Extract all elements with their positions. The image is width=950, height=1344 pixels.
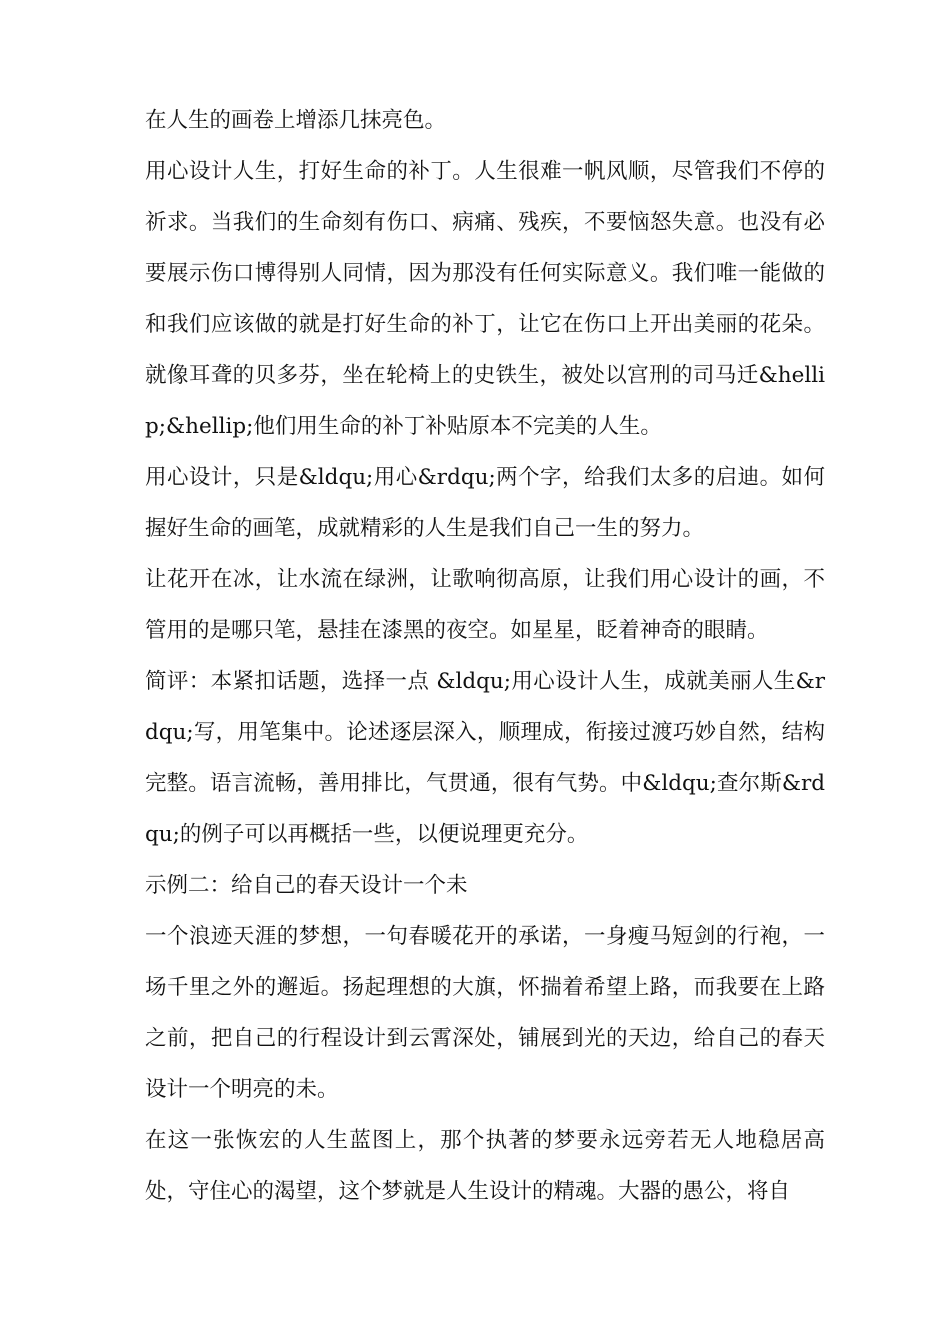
document-body (145, 95, 825, 1217)
example-heading: 示例二：给自己的春天设计一个未 (145, 873, 468, 898)
review-paragraph: 简评：本紧扣话题，选择一点 &ldqu;用心设计人生，成就美丽人生&rdqu;写，用笔集中。论述逐层深入，顺理成，衔接过渡巧妙自然，结构完整。语言流畅，善用排比，气贯通，很有气势。中&ldqu;查尔斯&rdqu;的例子可以再概括一些，以便说理更充分。 (145, 669, 825, 847)
paragraph-4: 让花开在冰，让水流在绿洲，让歌响彻高原，让我们用心设计的画，不管用的是哪只笔，悬挂在漆黑的夜空。如星星，眨着神奇的眼睛。 (145, 567, 825, 643)
paragraph-3: 用心设计，只是&ldqu;用心&rdqu;两个字，给我们太多的启迪。如何握好生命的画笔，成就精彩的人生是我们自己一生的努力。 (145, 465, 825, 541)
paragraph-2: 用心设计人生，打好生命的补丁。人生很难一帆风顺，尽管我们不停的祈求。当我们的生命刻有伤口、病痛、残疾，不要恼怒失意。也没有必要展示伤口博得别人同情，因为那没有任何实际意义。我们唯一能做的和我们应该做的就是打好生命的补丁，让它在伤口上开出美丽的花朵。就像耳聋的贝多芬，坐在轮椅上的史铁生，被处以宫刑的司马迁&hellip;&hellip;他们用生命的补丁补贴原本不完美的人生。 (145, 159, 825, 439)
paragraph-1: 在人生的画卷上增添几抹亮色。 (145, 108, 447, 133)
paragraph-8: 在这一张恢宏的人生蓝图上，那个执著的梦要永远旁若无人地稳居高处，守住心的渴望，这个梦就是人生设计的精魂。大器的愚公，将自 (145, 1128, 825, 1204)
paragraph-7: 一个浪迹天涯的梦想，一句春暖花开的承诺，一身瘦马短剑的行袍，一场千里之外的邂逅。扬起理想的大旗，怀揣着希望上路，而我要在上路之前，把自己的行程设计到云霄深处，铺展到光的天边，给自己的春天设计一个明亮的未。 (145, 924, 825, 1102)
